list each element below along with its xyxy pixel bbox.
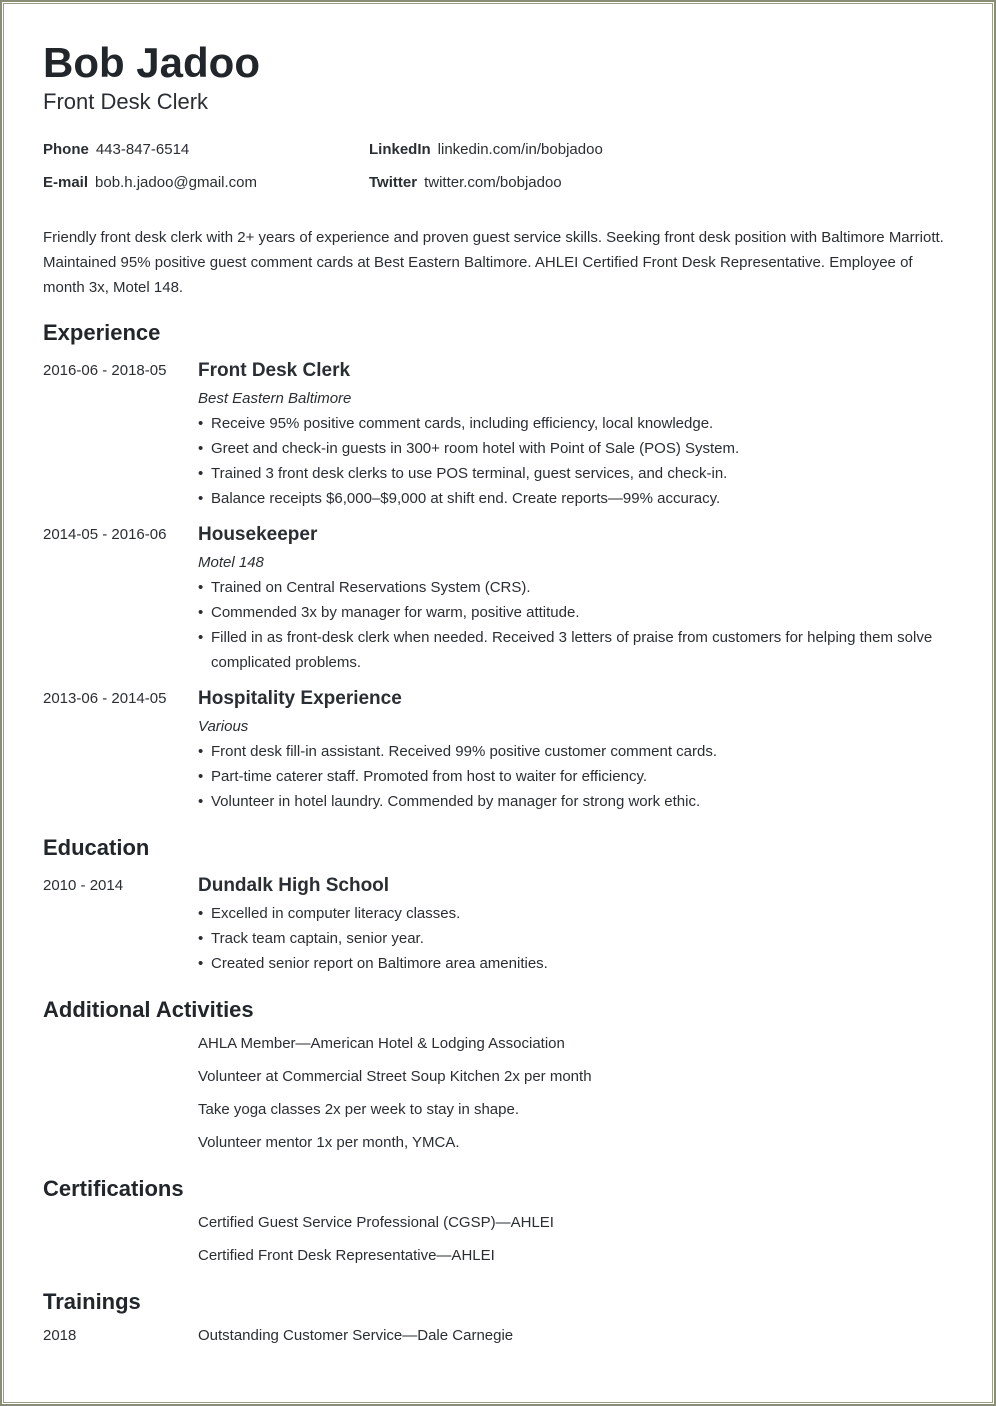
training-year: 2018 — [43, 1327, 77, 1344]
job-entry — [43, 684, 953, 814]
contact-value: twitter.com/bobjadoo — [424, 174, 562, 191]
contact-phone — [43, 137, 369, 162]
contact-value: 443-847-6514 — [95, 141, 190, 158]
job-dates: 2016-06 - 2018-05 — [43, 362, 167, 379]
company-name: Best Eastern Baltimore — [198, 390, 352, 407]
bullet: • Filled in as front-desk clerk when needed. Received 3 letters of praise from customers for helping them solve complicated problems. — [198, 625, 953, 675]
training-item — [43, 1323, 953, 1348]
bullet: • Excelled in computer literacy classes. — [198, 901, 953, 926]
company-name: Various — [198, 718, 249, 735]
bullet: • Trained 3 front desk clerks to use POS terminal, guest services, and check-in. — [198, 461, 953, 486]
bullet: • Track team captain, senior year. — [198, 926, 953, 951]
bullet: • Created senior report on Baltimore area amenities. — [198, 951, 953, 976]
section-heading-certifications: Certifications — [43, 1176, 184, 1201]
contact-twitter — [369, 170, 953, 195]
certification-item: Certified Guest Service Professional (CGSP)—AHLEI — [198, 1214, 554, 1231]
contact-email — [43, 170, 369, 195]
contact-value: bob.h.jadoo@gmail.com — [95, 174, 257, 191]
job-title: Front Desk Clerk — [198, 360, 351, 381]
bullet: • Receive 95% positive comment cards, including efficiency, local knowledge. — [198, 411, 953, 436]
activity-item: Volunteer at Commercial Street Soup Kitchen 2x per month — [198, 1068, 592, 1085]
contact-value: linkedin.com/in/bobjadoo — [437, 141, 603, 158]
job-dates: 2013-06 - 2014-05 — [43, 690, 167, 707]
bullet: • Trained on Central Reservations System (CRS). — [198, 575, 953, 600]
job-bullets — [198, 739, 953, 814]
job-bullets — [198, 411, 953, 511]
education-dates: 2010 - 2014 — [43, 877, 124, 894]
bullet: • Balance receipts $6,000–$9,000 at shift end. Create reports—99% accuracy. — [198, 486, 953, 511]
contact-linkedin — [369, 137, 953, 162]
bullet: • Greet and check-in guests in 300+ room hotel with Point of Sale (POS) System. — [198, 436, 953, 461]
company-name: Motel 148 — [198, 554, 264, 571]
activity-item: Volunteer mentor 1x per month, YMCA. — [198, 1134, 460, 1151]
bullet: • Commended 3x by manager for warm, positive attitude. — [198, 600, 953, 625]
job-title: Hospitality Experience — [198, 688, 402, 709]
contact-label: E-mail — [43, 174, 89, 191]
summary: Friendly front desk clerk with 2+ years of experience and proven guest service skills. Seeking front desk position with Baltimore Marriott. Maintained 95% positive guest comment cards at Best Eastern Baltimore. AHLEI Certified Front Desk Representative. Employee of month 3x, Motel 148. — [43, 229, 944, 296]
job-bullets — [198, 575, 953, 675]
bullet: • Front desk fill-in assistant. Received 99% positive customer comment cards. — [198, 739, 953, 764]
section-heading-activities: Additional Activities — [43, 997, 254, 1022]
contact-label: Phone — [43, 141, 89, 158]
school-name: Dundalk High School — [198, 875, 390, 896]
certification-item: Certified Front Desk Representative—AHLEI — [198, 1247, 495, 1264]
section-heading-experience: Experience — [43, 320, 161, 345]
contact-info — [43, 137, 953, 195]
activity-item: AHLA Member—American Hotel & Lodging Association — [198, 1035, 565, 1052]
activity-item: Take yoga classes 2x per week to stay in shape. — [198, 1101, 520, 1118]
education-entry — [43, 871, 953, 976]
education-bullets — [198, 901, 953, 976]
job-entry — [43, 520, 953, 675]
contact-label: LinkedIn — [369, 141, 431, 158]
job-title: Housekeeper — [198, 524, 318, 545]
training-name: Outstanding Customer Service—Dale Carnegie — [198, 1327, 514, 1344]
section-heading-trainings: Trainings — [43, 1289, 141, 1314]
job-entry — [43, 356, 953, 511]
section-heading-education: Education — [43, 835, 150, 860]
bullet: • Part-time caterer staff. Promoted from host to waiter for efficiency. — [198, 764, 953, 789]
contact-label: Twitter — [369, 174, 418, 191]
resume — [43, 39, 953, 1348]
job-dates: 2014-05 - 2016-06 — [43, 526, 167, 543]
candidate-title: Front Desk Clerk — [43, 89, 209, 114]
candidate-name: Bob Jadoo — [43, 39, 260, 86]
bullet: • Volunteer in hotel laundry. Commended by manager for strong work ethic. — [198, 789, 953, 814]
